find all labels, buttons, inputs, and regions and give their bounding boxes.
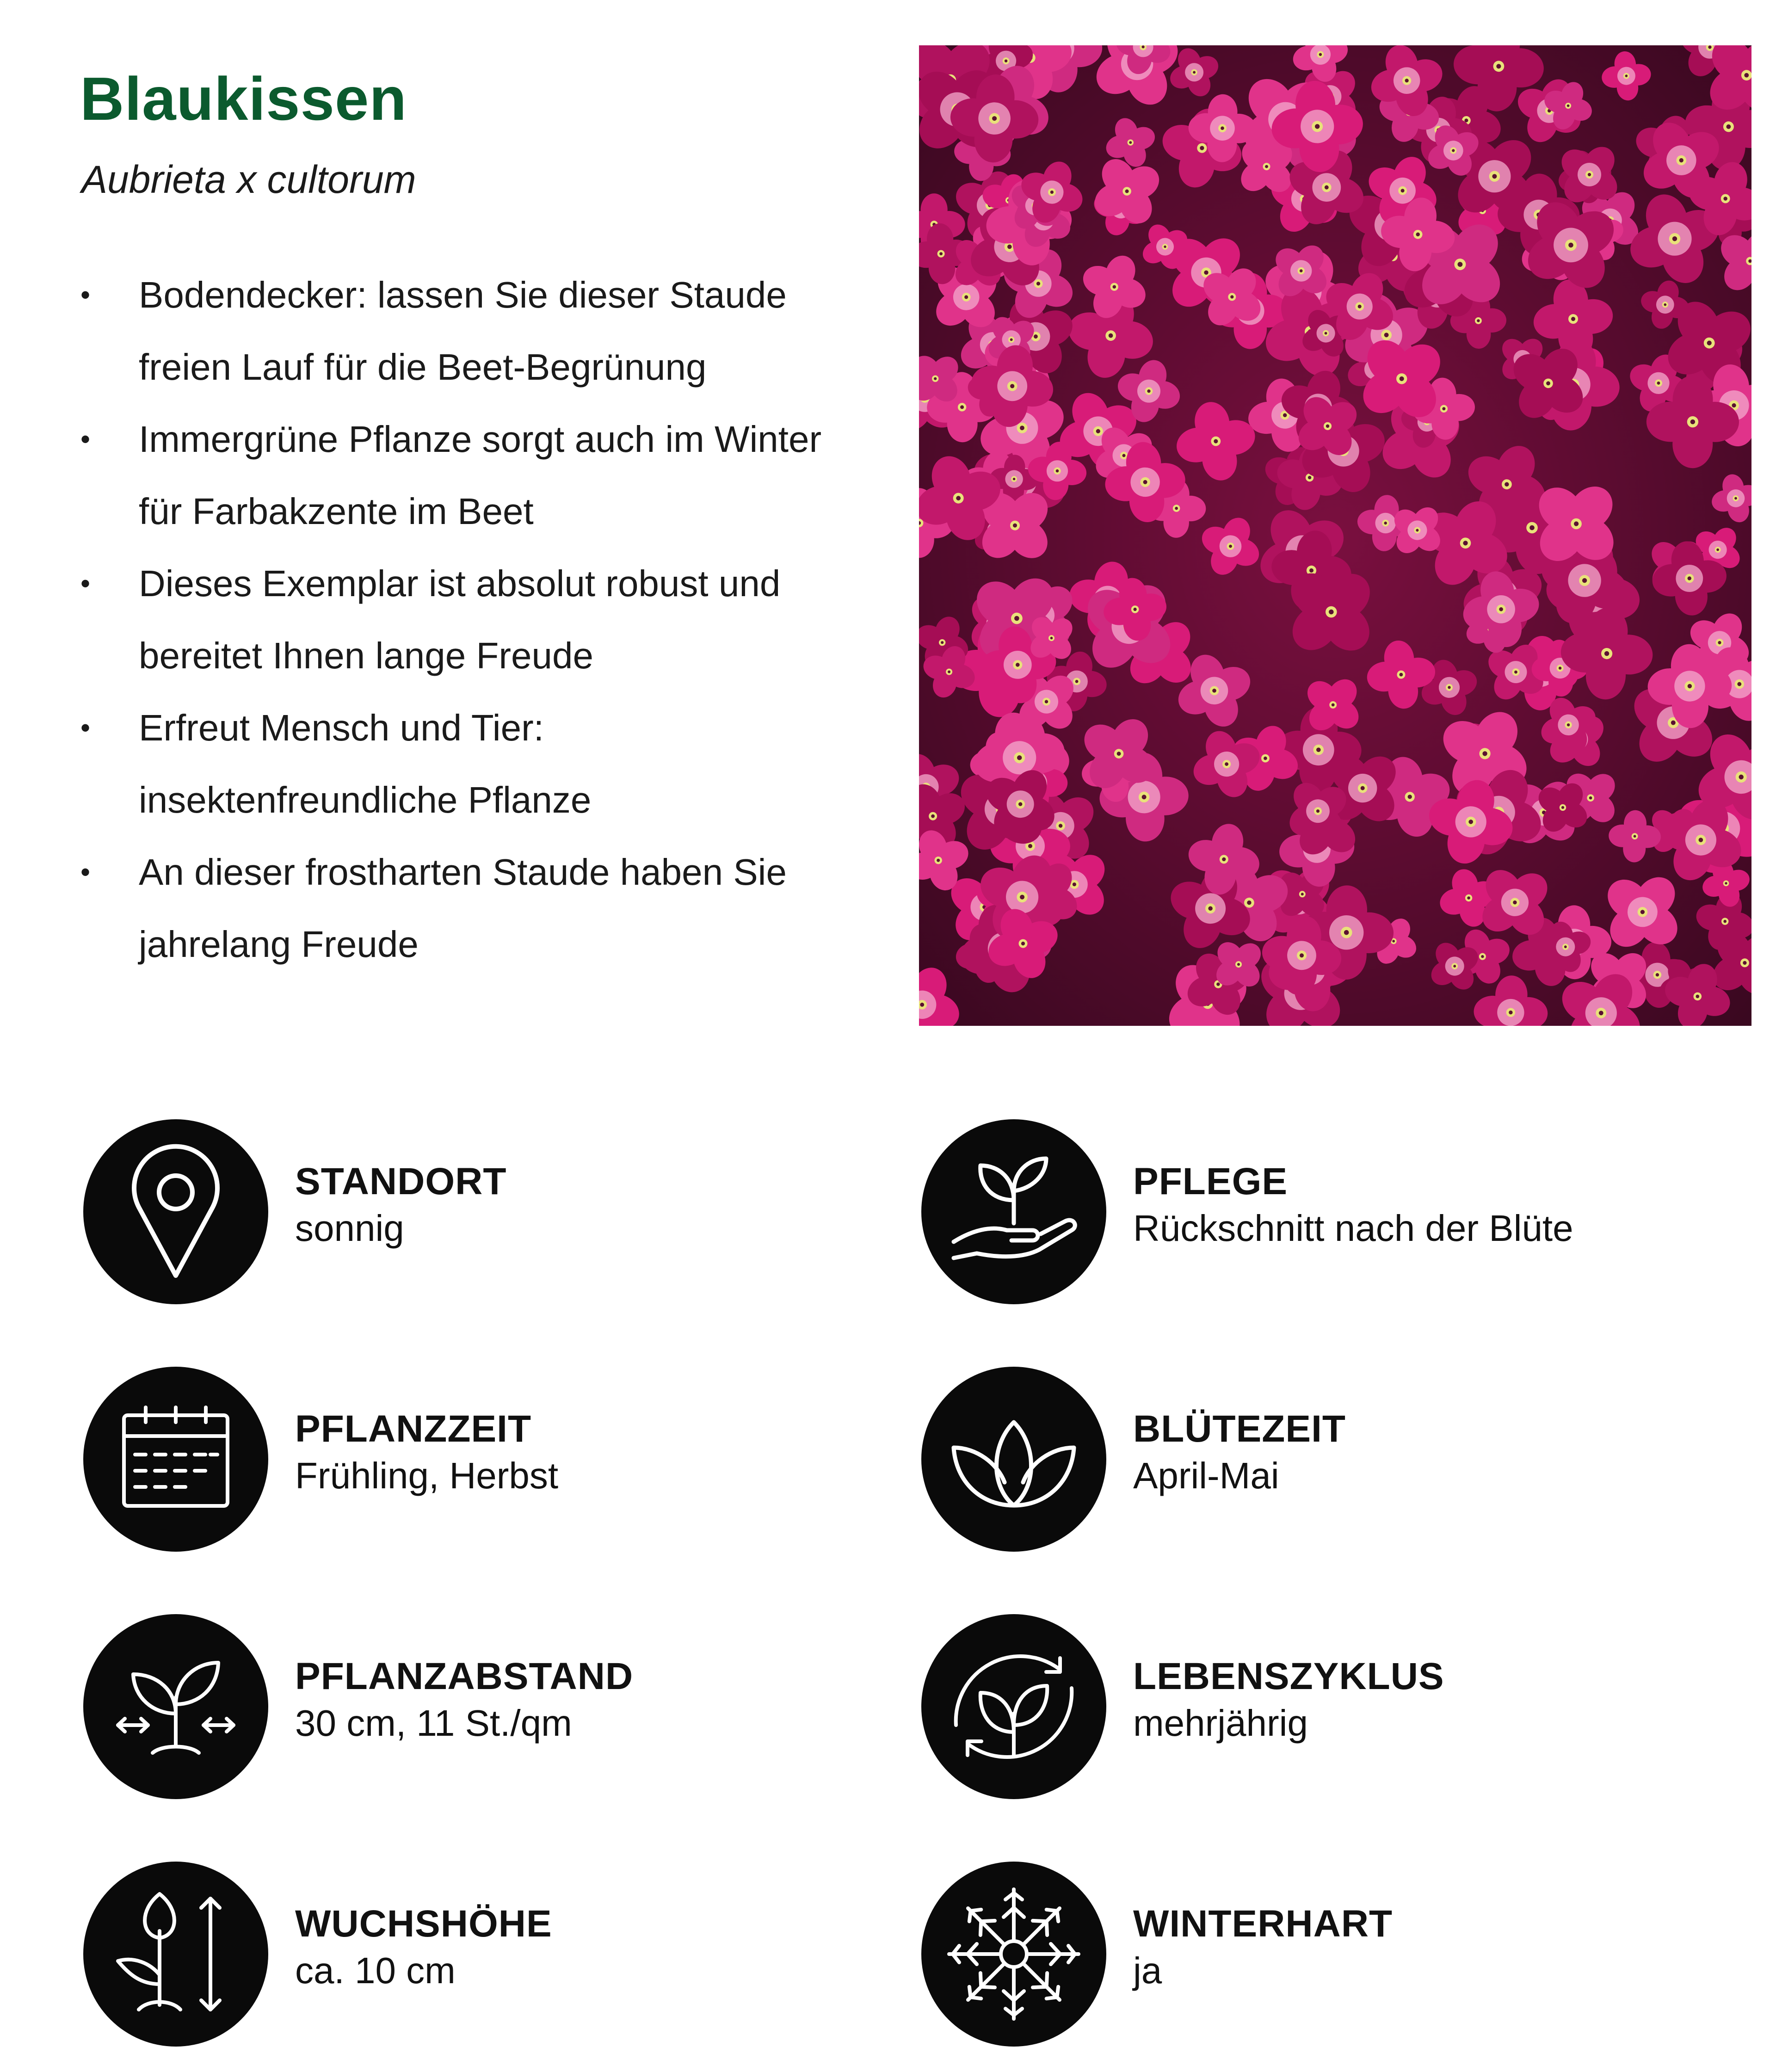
- attribute-wuchshoehe: [83, 1862, 870, 2047]
- calendar-icon: [83, 1367, 268, 1552]
- attribute-label: STANDORT: [295, 1160, 507, 1202]
- location-pin-icon: [83, 1119, 268, 1304]
- product-title: Blaukissen: [80, 65, 407, 133]
- latin-name: Aubrieta x cultorum: [81, 158, 416, 201]
- spacing-sprout-icon: [83, 1614, 268, 1799]
- attribute-value: mehrjährig: [1133, 1702, 1308, 1744]
- attribute-pflanzzeit: [83, 1367, 870, 1552]
- attribute-label: BLÜTEZEIT: [1133, 1408, 1346, 1450]
- cycle-leaf-icon: [921, 1614, 1106, 1799]
- feature-item: • An dieser frostharten Staude haben Sie jahrelang Freude: [74, 836, 897, 980]
- attribute-label: WINTERHART: [1133, 1903, 1393, 1945]
- attribute-value: Frühling, Herbst: [295, 1455, 559, 1496]
- attribute-lebenszyklus: [921, 1614, 1708, 1799]
- feature-item: • Bodendecker: lassen Sie dieser Staude freien Lauf für die Beet-Begrünung: [74, 259, 897, 403]
- hand-sprout-icon: [921, 1119, 1106, 1304]
- flower-image: [919, 45, 1751, 1026]
- attribute-value: Rückschnitt nach der Blüte: [1133, 1208, 1573, 1249]
- height-plant-icon: [83, 1862, 268, 2047]
- feature-item: • Erfreut Mensch und Tier: insektenfreundliche Pflanze: [74, 692, 897, 836]
- attribute-value: sonnig: [295, 1208, 404, 1249]
- feature-list: [74, 259, 897, 980]
- attribute-standort: [83, 1119, 870, 1304]
- attribute-value: 30 cm, 11 St./qm: [295, 1702, 572, 1744]
- attribute-label: PFLANZABSTAND: [295, 1655, 634, 1697]
- feature-item: • Immergrüne Pflanze sorgt auch im Winter für Farbakzente im Beet: [74, 403, 897, 548]
- attribute-value: ja: [1133, 1950, 1162, 1991]
- attribute-label: PFLANZZEIT: [295, 1408, 532, 1450]
- lotus-flower-icon: [921, 1367, 1106, 1552]
- attribute-pflege: [921, 1119, 1708, 1304]
- attribute-winterhart: [921, 1862, 1708, 2047]
- attribute-label: PFLEGE: [1133, 1160, 1288, 1202]
- attribute-bluetezeit: [921, 1367, 1708, 1552]
- attribute-pflanzabstand: [83, 1614, 870, 1799]
- attribute-label: WUCHSHÖHE: [295, 1903, 552, 1945]
- attribute-value: April-Mai: [1133, 1455, 1279, 1496]
- attribute-label: LEBENSZYKLUS: [1133, 1655, 1444, 1697]
- snowflake-icon: [921, 1862, 1106, 2047]
- attribute-value: ca. 10 cm: [295, 1950, 456, 1991]
- product-photo: [919, 45, 1751, 1026]
- feature-item: • Dieses Exemplar ist absolut robust und bereitet Ihnen lange Freude: [74, 548, 897, 692]
